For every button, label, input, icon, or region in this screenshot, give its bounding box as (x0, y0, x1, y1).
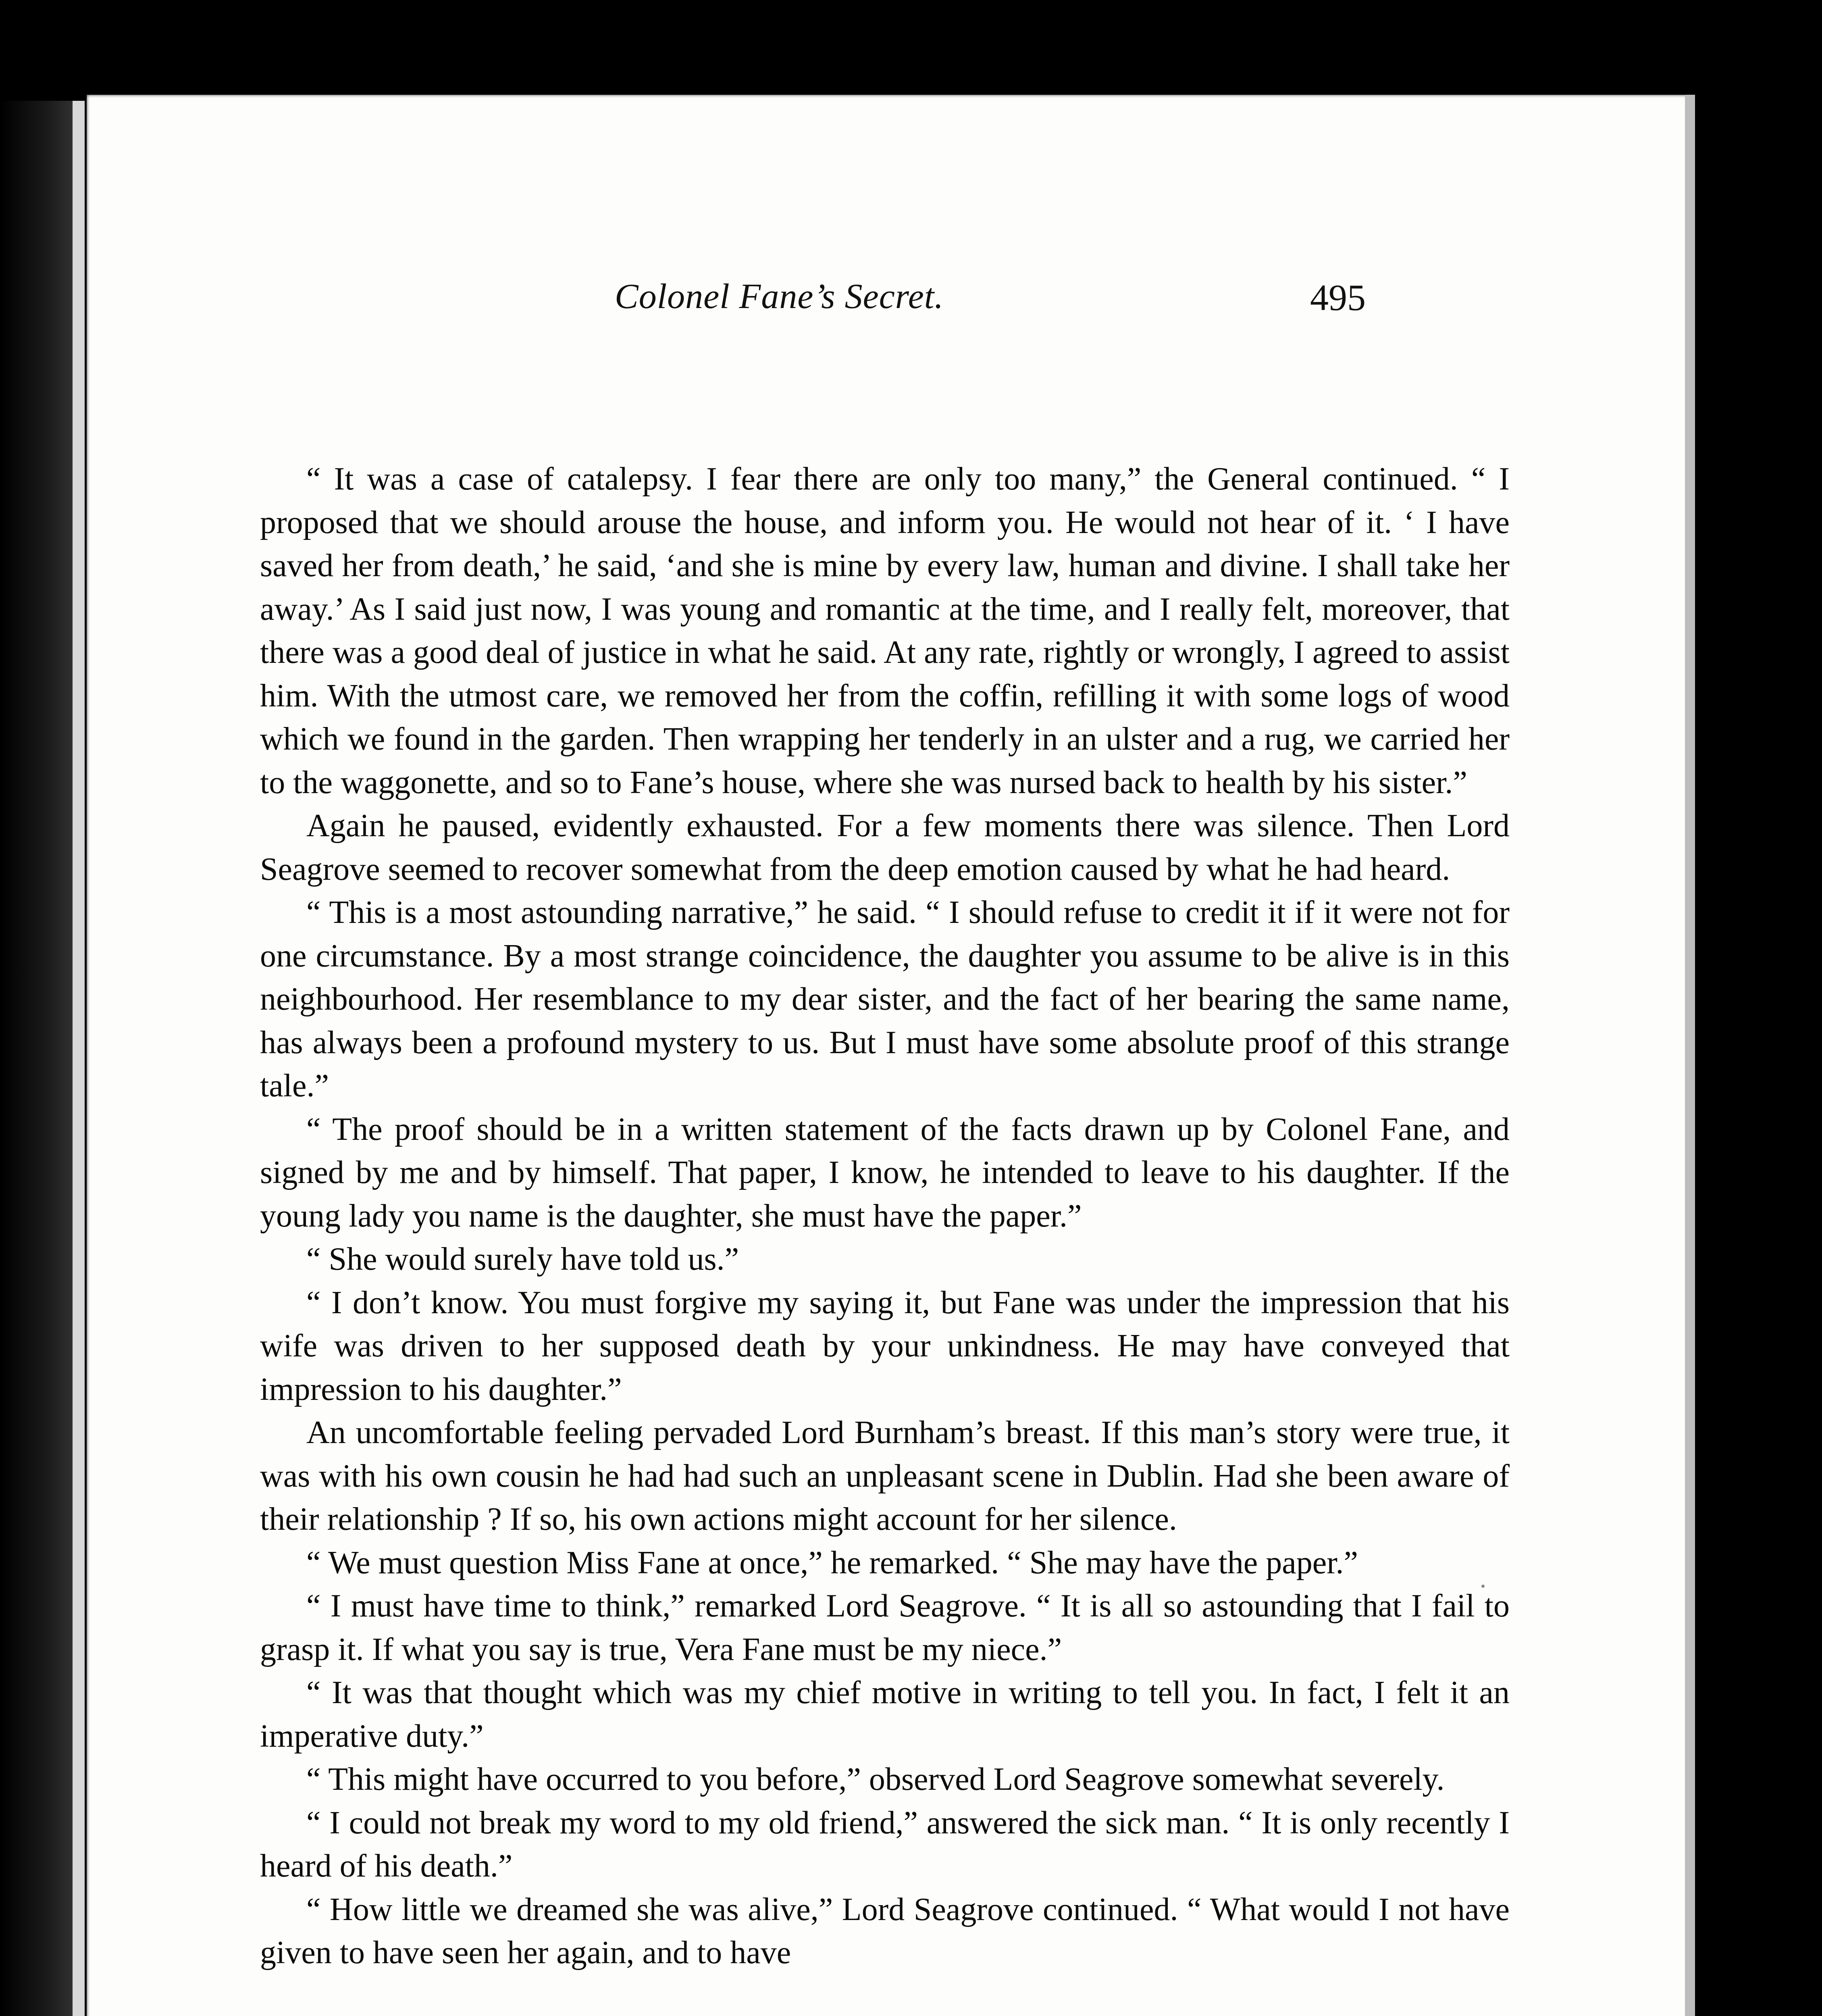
paragraph: “ It was that thought which was my chief motive in writing to tell you. In fact, I felt it an imperative duty.” (260, 1675, 1510, 1754)
paragraph: Again he paused, evidently exhausted. For a few moments there was silence. Then Lord Seagrove seemed to recover somewhat from the deep emotion caused by what he had heard. (260, 808, 1510, 887)
paragraph: “ The proof should be in a written statement of the facts drawn up by Colonel Fane, and signed by me and by himself. That paper, I know, he intended to leave to his daughter. If the young lady you name is the daughter, she must have the paper.” (260, 1111, 1510, 1234)
paragraph: “ I must have time to think,” remarked Lord Seagrove. “ It is all so astounding that I fail to grasp it. If what you say is true, Vera Fane must be my niece.” (260, 1588, 1510, 1667)
page-header (87, 276, 1695, 341)
previous-page-edge (73, 101, 85, 2016)
paragraph: “ This is a most astounding narrative,” he said. “ I should refuse to credit it if it were not for one circumstance. By a most strange coincidence, the daughter you assume to be alive is in this neighbourhood. Her resemblance to my dear sister, and the fact of her bearing the same name, has always been a profound mystery to us. But I must have some absolute proof of this strange tale.” (260, 895, 1510, 1104)
paragraph: “ It was a case of catalepsy. I fear there are only too many,” the General continued. “ I proposed that we should arouse the house, and inform you. He would not hear of it. ‘ I have saved her from death,’ he said, ‘and she is mine by every law, human and divine. I shall take her away.’ As I said just now, I was young and romantic at the time, and I really felt, moreover, that there was a good deal of justice in what he said. At any rate, rightly or wrongly, I agreed to assist him. With the utmost care, we removed her from the coffin, refilling it with some logs of wood which we found in the garden. Then wrapping her tenderly in an ulster and a rug, we carried her to the waggonette, and so to Fane’s house, where she was nursed back to health by his sister.” (260, 461, 1510, 800)
paragraph: “ This might have occurred to you before,” observed Lord Seagrove somewhat severely. (306, 1762, 1445, 1797)
page-number: 495 (1310, 277, 1366, 318)
paragraph: “ How little we dreamed she was alive,” Lord Seagrove continued. “ What would I not have given to have seen her again, and to have (260, 1891, 1510, 1970)
book-spine-shadow (0, 101, 85, 2016)
paragraph: “ I don’t know. You must forgive my saying it, but Fane was under the impression that his wife was driven to her supposed death by your unkindness. He may have conveyed that impression to his daughter.” (260, 1285, 1510, 1407)
book-page (87, 95, 1695, 2016)
paragraph: “ We must question Miss Fane at once,” he remarked. “ She may have the paper.” (306, 1545, 1358, 1581)
page-edge-right (1685, 95, 1695, 2016)
paragraph: “ She would surely have told us.” (306, 1241, 739, 1277)
paragraph: An uncomfortable feeling pervaded Lord Burnham’s breast. If this man’s story were true, it was with his own cousin he had had such an unpleasant scene in Dublin. Had she been aware of their relationship ? If so, his own actions might account for her silence. (260, 1415, 1510, 1537)
running-title: Colonel Fane’s Secret. (615, 277, 944, 316)
paragraph: “ I could not break my word to my old friend,” answered the sick man. “ It is only recently I heard of his death.” (260, 1805, 1510, 1884)
paper-speck (1481, 1585, 1485, 1588)
body-text (260, 458, 1510, 1975)
